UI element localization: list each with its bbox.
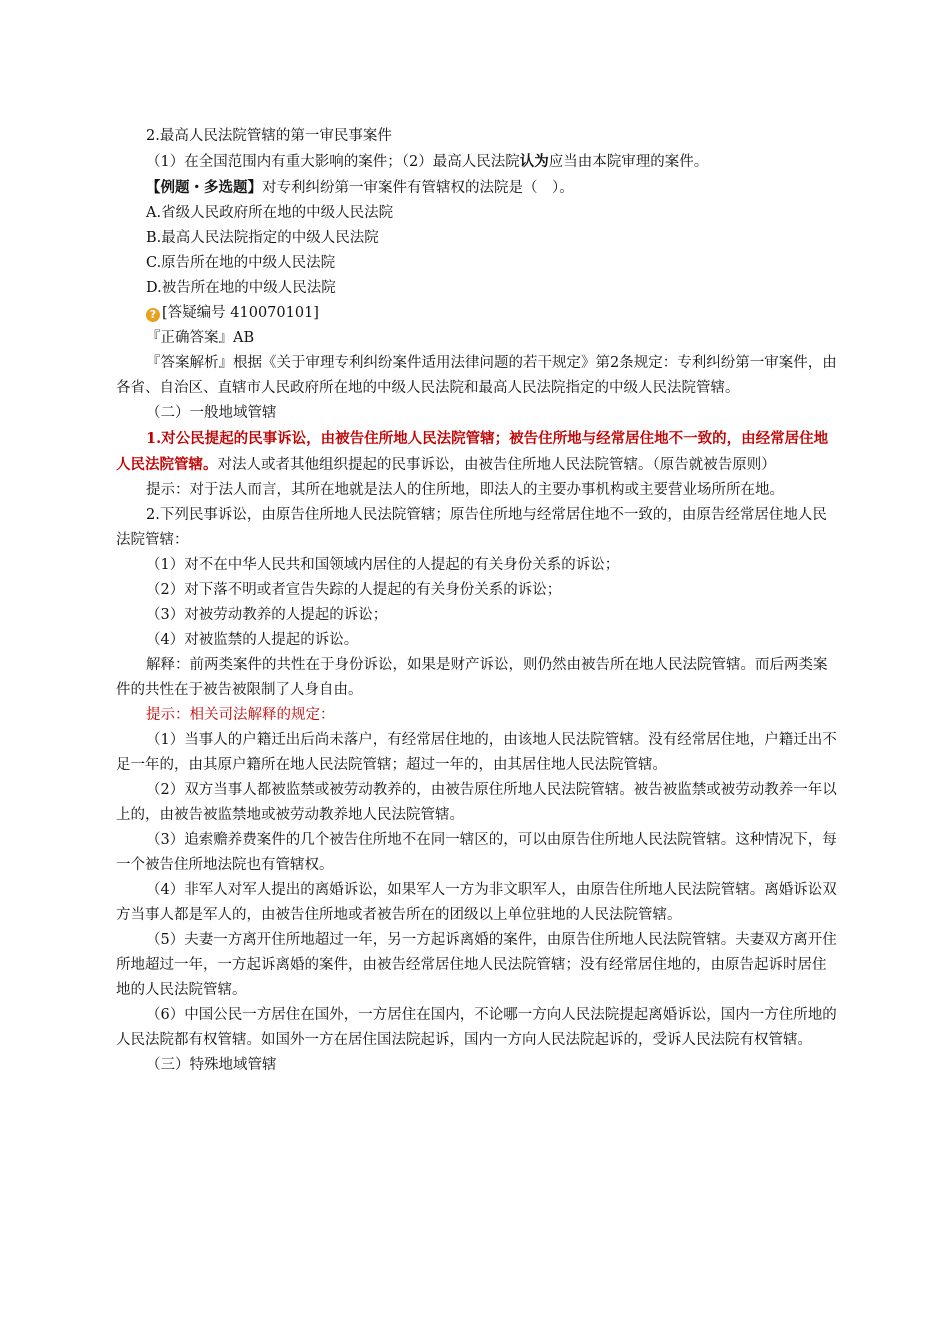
option-a: A.省级人民政府所在地的中级人民法院 [146,205,394,221]
rule-item: （3）追索赡养费案件的几个被告住所地不在同一辖区的，可以由原告住所地人民法院管辖。这种情况下，每一个被告住所地法院也有管辖权。 [116,832,837,873]
supreme-court-cases: （1）在全国范围内有重大影响的案件；（2）最高人民法院认为应当由本院审理的案件。 [146,153,709,170]
option-c: C.原告所在地的中级人民法院 [146,255,336,271]
rule-item: （2）双方当事人都被监禁或被劳动教养的，由被告原住所地人民法院管辖。被告被监禁或被劳动教养一年以上的，由被告被监禁地或被劳动教养地人民法院管辖。 [116,782,837,823]
rule-item: （5）夫妻一方离开住所地超过一年，另一方起诉离婚的案件，由原告住所地人民法院管辖。夫妻双方离开住所地超过一年，一方起诉离婚的案件，由被告经常居住地人民法院管辖；没有经常居住地的，由原告起诉时居住地的人民法院管辖。 [116,932,837,998]
list-item: （2）对下落不明或者宣告失踪的人提起的有关身份关系的诉讼； [146,582,562,598]
answer-analysis: 『答案解析』根据《关于审理专利纠纷案件适用法律问题的若干规定》第2条规定：专利纠纷第一审案件，由各省、自治区、直辖市人民政府所在地的中级人民法院和最高人民法院指定的中级人民法院管辖。 [116,355,837,396]
question-circle-icon[interactable]: ? [146,308,160,322]
general-rule-paragraph: 1.对公民提起的民事诉讼，由被告住所地人民法院管辖；被告住所地与经常居住地不一致的，由经常居住地人民法院管辖。对法人或者其他组织提起的民事诉讼，由被告住所地人民法院管辖。（原告就被告原则） [116,430,829,473]
section-heading-special-jurisdiction: （三）特殊地域管辖 [146,1057,277,1073]
qa-link[interactable] [116,301,838,326]
document-page [116,124,838,1078]
rule-item: （4）非军人对军人提出的离婚诉讼，如果军人一方为非文职军人，由原告住所地人民法院管辖。离婚诉讼双方当事人都是军人的，由被告住所地或者被告所在的团级以上单位驻地的人民法院管辖。 [116,882,837,923]
correct-answer: 『正确答案』AB [146,330,255,346]
rule-item: （1）当事人的户籍迁出后尚未落户，有经常居住地的，由该地人民法院管辖。没有经常居住地，户籍迁出不足一年的，由其原户籍所在地人民法院管辖；超过一年的，由其居住地人民法院管辖。 [116,732,837,773]
list-item: （4）对被监禁的人提起的诉讼。 [146,632,359,648]
list-item: （3）对被劳动教养的人提起的诉讼； [146,607,388,623]
qa-number[interactable]: [答疑编号 410070101] [162,305,319,321]
example-question: 【例题・多选题】对专利纠纷第一审案件有管辖权的法院是（ ）。 [146,179,574,196]
option-d: D.被告所在地的中级人民法院 [146,280,336,296]
explanation: 解释：前两类案件的共性在于身份诉讼，如果是财产诉讼，则仍然由被告所在地人民法院管辖。而后两类案件的共性在于被告被限制了人身自由。 [116,657,828,698]
section-heading-general-jurisdiction: （二）一般地域管辖 [146,405,277,421]
list-item: （1）对不在中华人民共和国领域内居住的人提起的有关身份关系的诉讼； [146,557,620,573]
hint-legal-person: 提示：对于法人而言，其所在地就是法人的住所地，即法人的主要办事机构或主要营业场所所在地。 [146,482,784,498]
example-tag: 【例题・多选题】 [146,179,262,196]
emphasis-text: 认为 [519,153,549,170]
plaintiff-domicile-rule: 2.下列民事诉讼，由原告住所地人民法院管辖；原告住所地与经常居住地不一致的，由原告经常居住地人民法院管辖： [116,507,827,548]
section-heading-supreme-court: 2.最高人民法院管辖的第一审民事案件 [146,128,392,144]
hint-judicial-interpretation: 提示：相关司法解释的规定： [146,707,335,723]
option-b: B.最高人民法院指定的中级人民法院 [146,230,379,246]
highlighted-rule: 1.对公民提起的民事诉讼，由被告住所地人民法院管辖；被告住所地与经常居住地不一致的，由经常居住地人民法院管辖。 [116,430,829,473]
rule-item: （6）中国公民一方居住在国外，一方居住在国内，不论哪一方向人民法院提起离婚诉讼，国内一方住所地的人民法院都有权管辖。如国外一方在居住国法院起诉，国内一方向人民法院起诉的，受诉人民法院有权管辖。 [116,1007,837,1048]
